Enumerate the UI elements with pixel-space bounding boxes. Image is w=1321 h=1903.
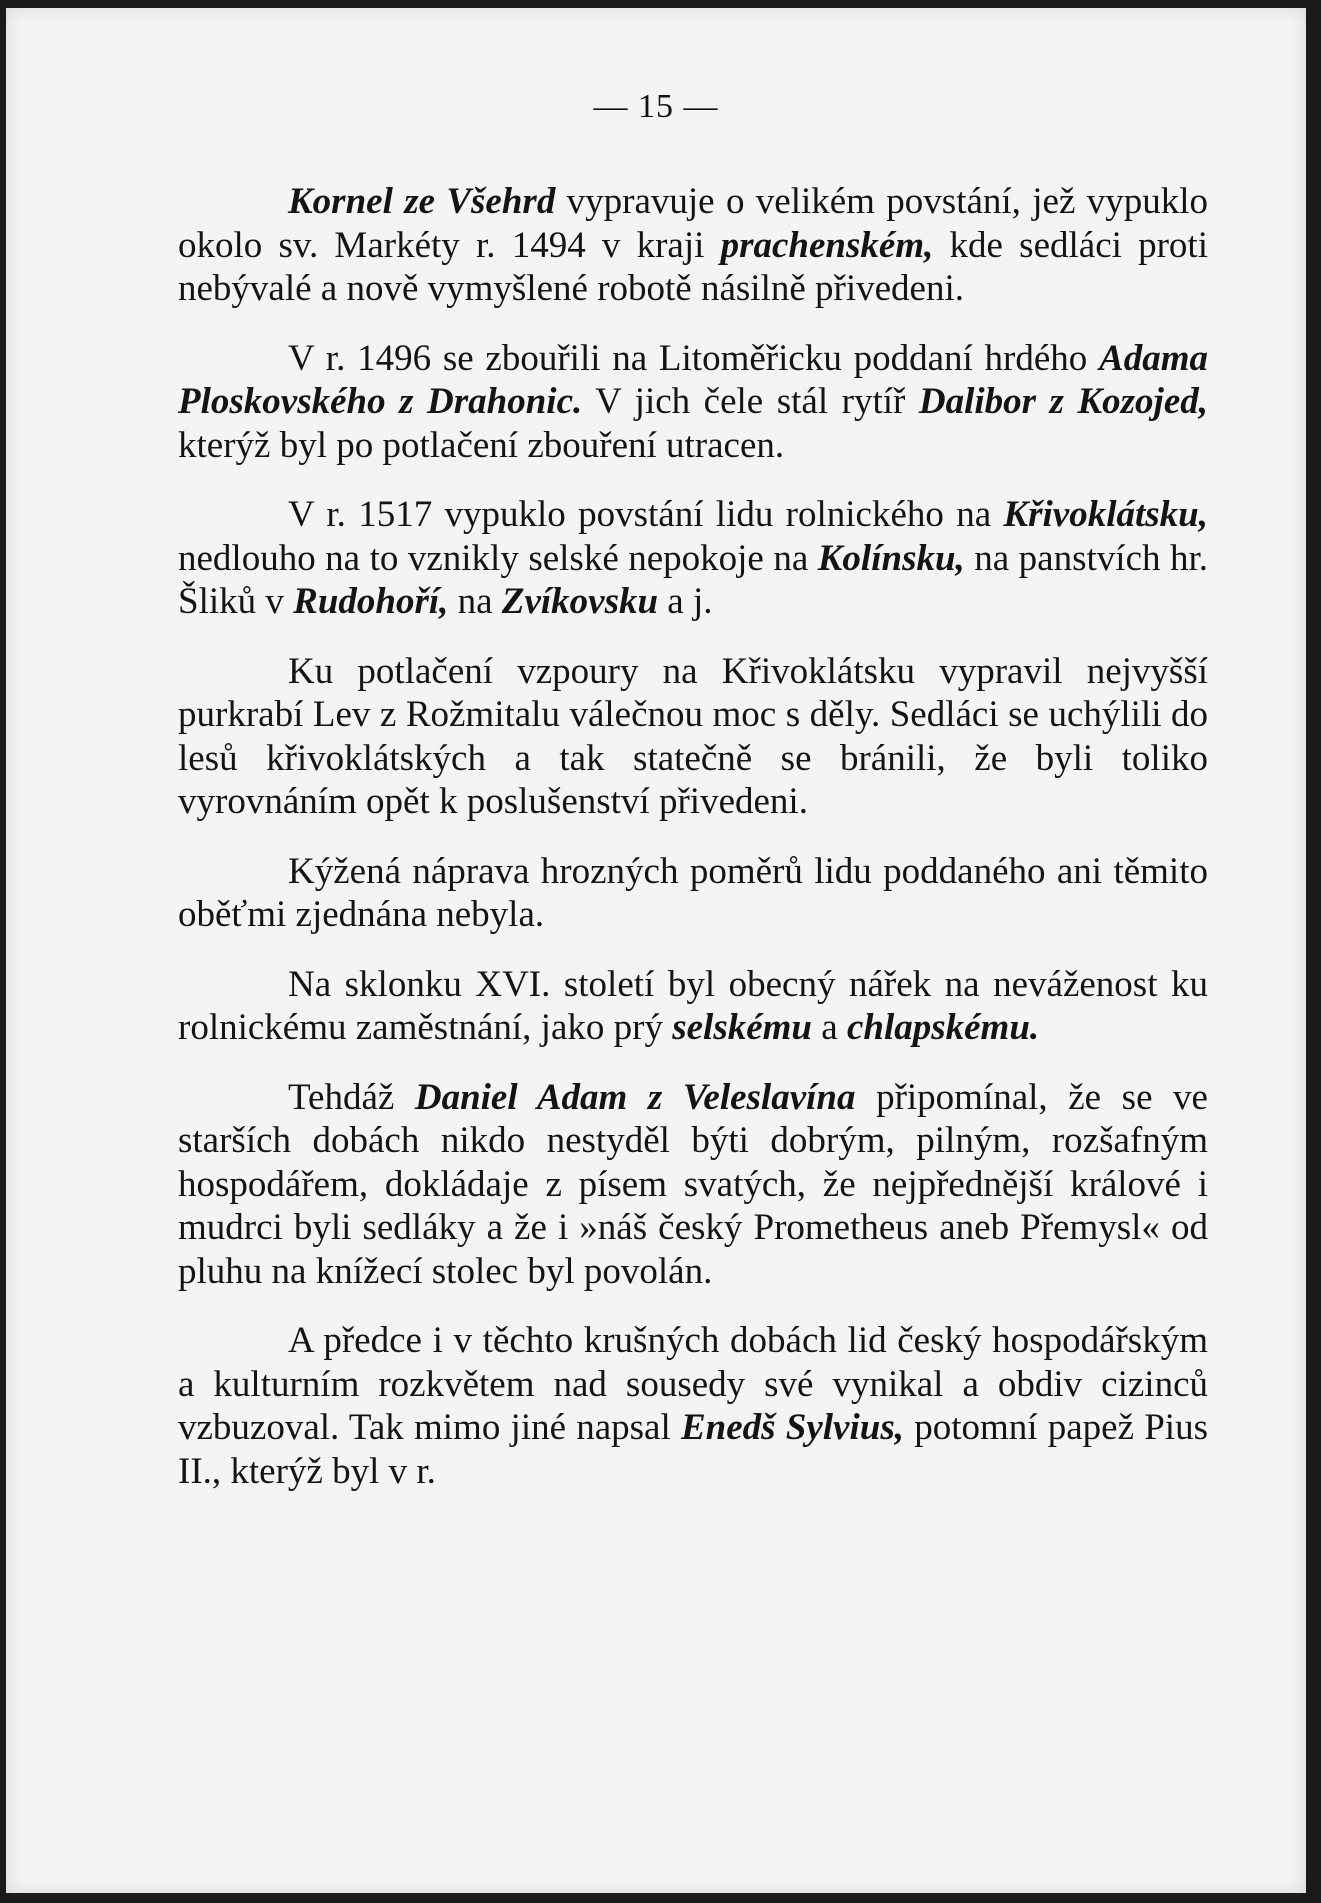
paragraph [178,180,1208,311]
emphasized-name: Enedš Sylvius, [680,1407,904,1448]
emphasized-name: selskému [672,1007,812,1048]
emphasized-name: chlapskému. [846,1007,1040,1048]
paragraph [178,337,1208,468]
text-run: Na sklonku XVI. století byl obecný nářek na neváženost ku rolnickému zaměstnání, jako prý [178,963,1208,1048]
text-run: V r. 1517 vypuklo povstání lidu rolnického na [288,494,1004,535]
paragraph [178,850,1208,937]
paragraph [178,650,1208,824]
text-run: a [812,1007,847,1048]
text-run: V r. 1496 se zbouřili na Litoměřicku poddaní hrdého [288,337,1100,379]
page-body-text [178,180,1208,1519]
text-run: Tehdáž [288,1076,415,1118]
text-run: A předce i v těchto krušných dobách lid český hospodářským a kulturním rozkvětem nad sousedy své vynikal a obdiv cizinců vzbuzoval. Tak mimo jiné napsal [178,1320,1208,1448]
text-run: připomínal, že se ve starších dobách nikdo nestyděl býti dobrým, pilným, rozšafným hospodářem, dokládaje z písem svatých, že nejpřednější králové i mudrci byli sedláky a že i »náš český Prometheus aneb Přemysl« od pluhu na knížecí stolec byl povolán. [178,1076,1208,1292]
emphasized-name: Daniel Adam z Veleslavína [414,1076,856,1118]
book-page [6,8,1306,1893]
page-number: — 15 — [593,88,719,125]
emphasized-name: Kornel ze Všehrd [288,181,556,222]
text-run: na panstvích hr. Šliků v [178,537,1209,622]
emphasized-name: prachenském, [720,224,934,266]
text-run: V jich čele stál rytíř [582,381,919,422]
text-run: a j. [658,581,713,622]
text-run: potomní papež Pius II., kterýž byl v r. [178,1407,1208,1492]
emphasized-name: Kolínsku, [817,537,965,579]
text-run: kde sedláci proti nebývalé a nově vymyšlené robotě násilně přivedeni. [178,224,1208,309]
text-run: Kýžená náprava hrozných poměrů lidu poddaného ani těmito oběťmi zjednána nebyla. [178,850,1208,935]
emphasized-name: Křivoklátsku, [1003,494,1208,535]
text-run: Ku potlačení vzpoury na Křivoklátsku vypravil nejvyšší purkrabí Lev z Rožmitalu válečnou moc s děly. Sedláci se uchýlili do lesů křivoklátských a tak statečně se bránili, že byli toliko vyrovnáním opět k poslušenství přivedeni. [178,650,1208,822]
text-run: nedlouho na to vznikly selské nepokoje na [178,537,818,579]
text-run: na [448,581,502,622]
emphasized-name: Adama Ploskovského z Drahonic. [178,337,1208,422]
paragraph [178,493,1208,624]
paragraph [178,1319,1208,1493]
emphasized-name: Dalibor z Kozojed, [918,381,1208,422]
emphasized-name: Rudohoří, [293,581,449,622]
text-run: kterýž byl po potlačení zbouření utracen. [178,424,785,466]
paragraph [178,1076,1208,1294]
text-run: vypravuje o velikém povstání, jež vypuklo okolo sv. Markéty r. 1494 v kraji [178,181,1208,266]
emphasized-name: Zvíkovsku [501,581,659,622]
paragraph [178,963,1208,1050]
